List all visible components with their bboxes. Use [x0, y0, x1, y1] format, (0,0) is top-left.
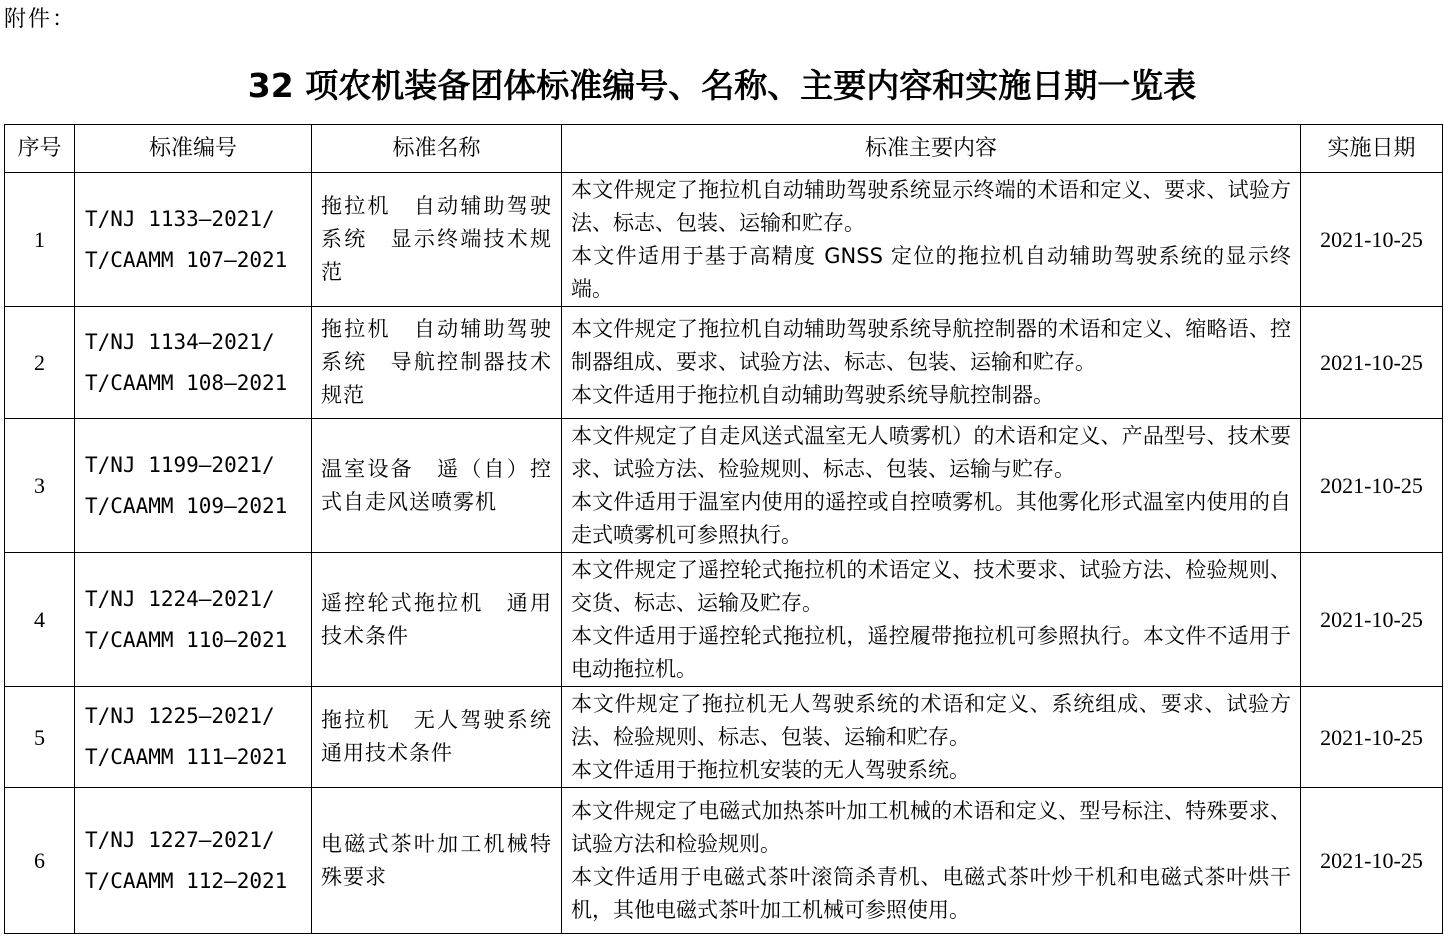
content-applicability: 本文件适用于拖拉机安装的无人驾驶系统。	[571, 757, 970, 782]
row-date: 2021-10-25	[1301, 173, 1443, 307]
code-line-1: T/NJ 1224—2021/	[85, 586, 275, 611]
row-content	[562, 307, 1301, 419]
row-code	[75, 419, 312, 553]
code-line-1: T/NJ 1134—2021/	[85, 329, 275, 354]
table-row	[5, 307, 1443, 419]
row-seq: 3	[5, 419, 75, 553]
row-date: 2021-10-25	[1301, 687, 1443, 788]
row-content	[562, 687, 1301, 788]
standards-table	[4, 124, 1443, 934]
code-line-1: T/NJ 1133—2021/	[85, 206, 275, 231]
row-name: 拖拉机 无人驾驶系统 通用技术条件	[312, 687, 562, 788]
row-name: 电磁式茶叶加工机械特殊要求	[312, 788, 562, 934]
table-row	[5, 687, 1443, 788]
content-scope: 本文件规定了拖拉机自动辅助驾驶系统显示终端的术语和定义、要求、试验方法、标志、包装、运输和贮存。	[571, 177, 1291, 235]
content-applicability: 本文件适用于温室内使用的遥控或自控喷雾机。其他雾化形式温室内使用的自走式喷雾机可参照执行。	[571, 489, 1291, 547]
code-line-2: T/CAAMM 112—2021	[85, 868, 288, 893]
row-content	[562, 553, 1301, 687]
content-scope: 本文件规定了电磁式加热茶叶加工机械的术语和定义、型号标注、特殊要求、试验方法和检验规则。	[571, 798, 1291, 856]
row-name: 遥控轮式拖拉机 通用技术条件	[312, 553, 562, 687]
table-row	[5, 553, 1443, 687]
table-row	[5, 173, 1443, 307]
content-applicability: 本文件适用于电磁式茶叶滚筒杀青机、电磁式茶叶炒干机和电磁式茶叶烘干机，其他电磁式茶叶加工机械可参照使用。	[571, 864, 1291, 922]
header-date: 实施日期	[1301, 125, 1443, 173]
row-code	[75, 553, 312, 687]
header-code: 标准编号	[75, 125, 312, 173]
table-header-row	[5, 125, 1443, 173]
table-row	[5, 788, 1443, 934]
row-seq: 2	[5, 307, 75, 419]
header-name: 标准名称	[312, 125, 562, 173]
code-line-2: T/CAAMM 111—2021	[85, 745, 288, 769]
row-name: 拖拉机 自动辅助驾驶系统 显示终端技术规范	[312, 173, 562, 307]
content-applicability: 本文件适用于拖拉机自动辅助驾驶系统导航控制器。	[571, 383, 1054, 407]
content-scope: 本文件规定了遥控轮式拖拉机的术语定义、技术要求、试验方法、检验规则、交货、标志、运输及贮存。	[571, 557, 1291, 615]
page-title: 32 项农机装备团体标准编号、名称、主要内容和实施日期一览表	[247, 66, 1197, 105]
content-scope: 本文件规定了拖拉机自动辅助驾驶系统导航控制器的术语和定义、缩略语、控制器组成、要求、试验方法、标志、包装、运输和贮存。	[571, 317, 1291, 374]
code-line-1: T/NJ 1227—2021/	[85, 827, 275, 852]
row-content	[562, 788, 1301, 934]
row-code	[75, 687, 312, 788]
row-name: 温室设备 遥（自）控式自走风送喷雾机	[312, 419, 562, 553]
code-line-1: T/NJ 1199—2021/	[85, 452, 275, 477]
code-line-1: T/NJ 1225—2021/	[85, 704, 275, 728]
header-seq: 序号	[5, 125, 75, 173]
content-applicability: 本文件适用于基于高精度 GNSS 定位的拖拉机自动辅助驾驶系统的显示终端。	[571, 243, 1291, 301]
content-scope: 本文件规定了自走风送式温室无人喷雾机）的术语和定义、产品型号、技术要求、试验方法、检验规则、标志、包装、运输与贮存。	[571, 423, 1291, 481]
code-line-2: T/CAAMM 110—2021	[85, 627, 288, 652]
content-scope: 本文件规定了拖拉机无人驾驶系统的术语和定义、系统组成、要求、试验方法、检验规则、标志、包装、运输和贮存。	[571, 691, 1291, 749]
row-date: 2021-10-25	[1301, 553, 1443, 687]
content-applicability: 本文件适用于遥控轮式拖拉机，遥控履带拖拉机可参照执行。本文件不适用于电动拖拉机。	[571, 623, 1291, 681]
table-row	[5, 419, 1443, 553]
row-date: 2021-10-25	[1301, 419, 1443, 553]
row-content	[562, 419, 1301, 553]
row-seq: 6	[5, 788, 75, 934]
row-code	[75, 173, 312, 307]
row-seq: 5	[5, 687, 75, 788]
row-date: 2021-10-25	[1301, 307, 1443, 419]
row-code	[75, 307, 312, 419]
row-date: 2021-10-25	[1301, 788, 1443, 934]
row-name: 拖拉机 自动辅助驾驶系统 导航控制器技术规范	[312, 307, 562, 419]
row-code	[75, 788, 312, 934]
row-seq: 4	[5, 553, 75, 687]
attachment-label: 附件：	[4, 7, 77, 32]
code-line-2: T/CAAMM 109—2021	[85, 493, 288, 518]
row-content	[562, 173, 1301, 307]
code-line-2: T/CAAMM 107—2021	[85, 247, 288, 272]
row-seq: 1	[5, 173, 75, 307]
header-content: 标准主要内容	[562, 125, 1301, 173]
code-line-2: T/CAAMM 108—2021	[85, 370, 288, 395]
